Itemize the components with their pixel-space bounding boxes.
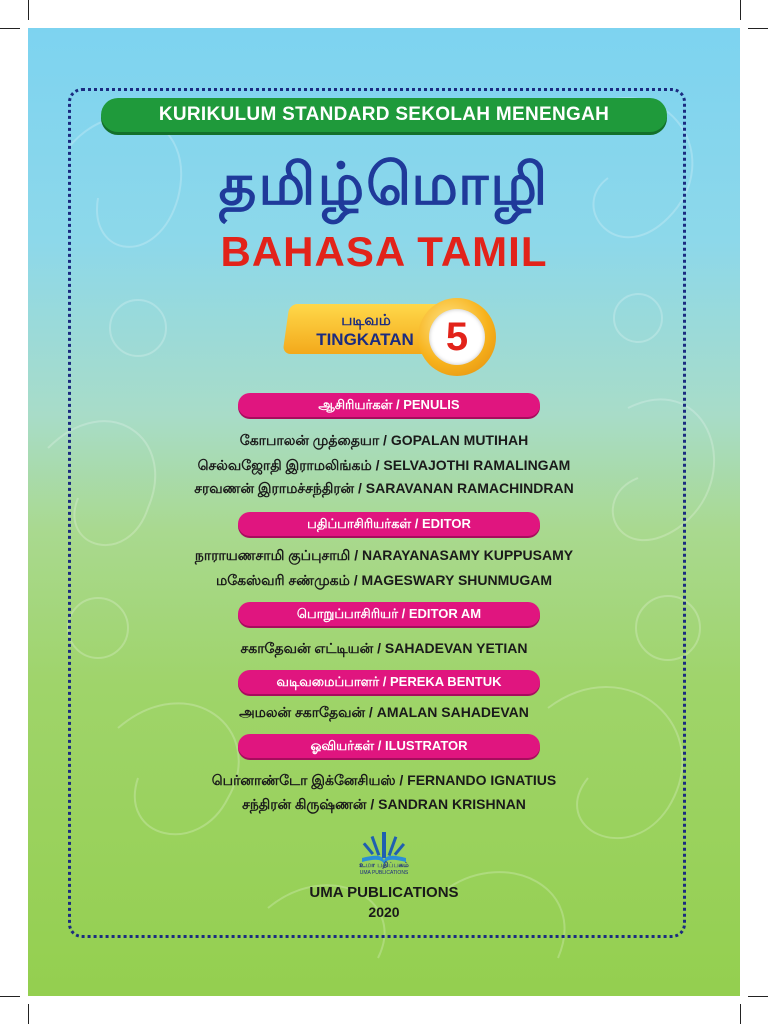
level-label-tamil: படிவம் (341, 311, 391, 329)
crop-mark (0, 996, 20, 997)
credit-name: சகாதேவன் எட்டியன் / SAHADEVAN YETIAN (240, 640, 528, 656)
credit-name: செல்வஜோதி இராமலிங்கம் / SELVAJOTHI RAMALINGAM (197, 457, 571, 473)
curriculum-banner: KURIKULUM STANDARD SEKOLAH MENENGAH (101, 98, 667, 132)
crop-mark (0, 28, 20, 29)
credit-name: அமலன் சகாதேவன் / AMALAN SAHADEVAN (239, 704, 529, 720)
crop-mark (740, 0, 741, 20)
publisher-name: UMA PUBLICATIONS (309, 884, 459, 901)
credit-name: பெர்னாண்டோ இக்னேசியஸ் / FERNANDO IGNATIUS (211, 772, 557, 788)
role-pill-pereka-bentuk: வடிவமைப்பாளர் / PEREKA BENTUK (238, 670, 540, 694)
logo-text-malay: UMA PUBLICATIONS (359, 870, 409, 876)
crop-mark (748, 996, 768, 997)
role-pill-ilustrator: ஓவியர்கள் / ILUSTRATOR (238, 734, 540, 758)
crop-mark (28, 0, 29, 20)
role-pill-editor-am: பொறுப்பாசிரியர் / EDITOR AM (238, 602, 540, 626)
title-malay: BAHASA TAMIL (220, 228, 548, 275)
credit-name: சந்திரன் கிருஷ்ணன் / SANDRAN KRISHNAN (242, 796, 526, 812)
credit-name: மகேஸ்வரி சண்முகம் / MAGESWARY SHUNMUGAM (215, 572, 553, 588)
role-pill-penulis: ஆசிரியர்கள் / PENULIS (238, 393, 540, 417)
level-number: 5 (445, 315, 469, 359)
crop-mark (748, 28, 768, 29)
crop-mark (28, 1004, 29, 1024)
crop-mark (740, 1004, 741, 1024)
level-label-malay: TINGKATAN (316, 330, 414, 349)
credit-name: சரவணன் இராமச்சந்திரன் / SARAVANAN RAMACHINDRAN (194, 480, 574, 496)
publication-year: 2020 (368, 904, 400, 920)
logo-text-tamil: உமா பதிப்பகம் (359, 861, 409, 869)
credit-name: நாராயணசாமி குப்புசாமி / NARAYANASAMY KUPPUSAMY (194, 547, 574, 563)
role-pill-editor: பதிப்பாசிரியர்கள் / EDITOR (238, 512, 540, 536)
title-tamil: தமிழ்மொழி (218, 150, 550, 218)
credit-name: கோபாலன் முத்தையா / GOPALAN MUTIHAH (239, 432, 529, 448)
